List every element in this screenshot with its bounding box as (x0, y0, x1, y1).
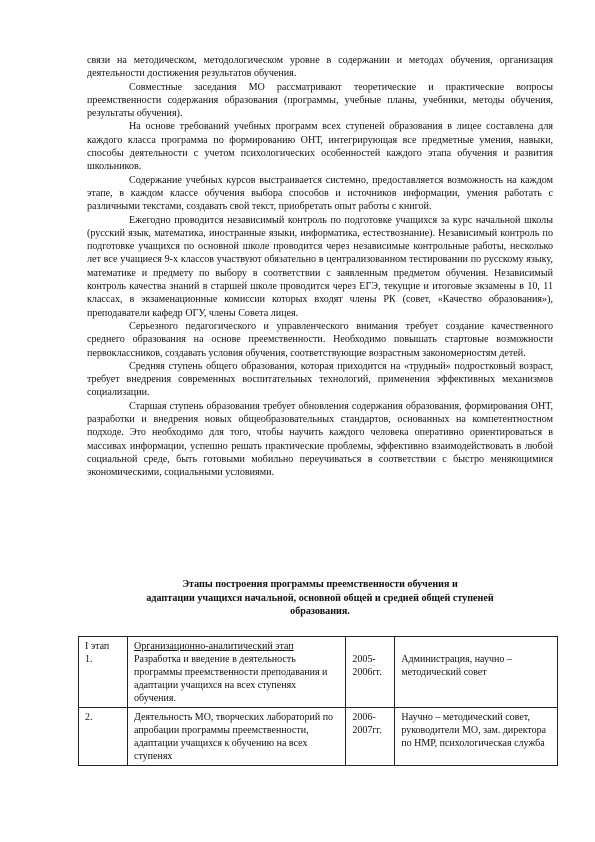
paragraph: Серьезного педагогического и управленческого внимания требует создание качественного среднего образования на основе преемственности. Необходимо повышать стартовые возможности первоклассников, создавать условия обучения, соответствующие возрастным закономерностям детей. (87, 320, 553, 359)
content-cell (128, 708, 346, 766)
period-cell (346, 637, 395, 708)
heading-line: адаптации учащихся начальной, основной общей и средней общей ступеней (146, 592, 494, 604)
content-cell (128, 637, 346, 708)
row-number: 2. (85, 712, 93, 723)
stages-table (78, 636, 558, 766)
stage-period: 2005-2006гг. (352, 654, 382, 678)
heading-line: образования. (290, 606, 350, 618)
paragraph: Средняя ступень общего образования, которая приходится на «трудный» подростковый возраст, требует внедрения современных воспитательных технологий, применения эффективных механизмов социализации. (87, 360, 553, 399)
stage-cell (79, 708, 128, 766)
section-heading (87, 578, 553, 619)
row-number: 1. (85, 654, 93, 665)
stage-period: 2006-2007гг. (352, 712, 382, 736)
body-text (87, 54, 553, 480)
responsible-cell (395, 708, 558, 766)
stage-content: Разработка и введение в деятельность программы преемственности преподавания и адаптации учащихся на всех ступенях обучения. (134, 654, 328, 704)
stage-responsible: Администрация, научно – методический совет (401, 654, 512, 678)
stage-cell (79, 637, 128, 708)
heading-line: Этапы построения программы преемственности обучения и (182, 579, 458, 590)
table-row (79, 637, 558, 708)
paragraph: Содержание учебных курсов выстраивается системно, предоставляется возможность на каждом этапе, в каждом классе обучения выбора способов и источников информации, умения работать с различными текстами, создавать свой текст, приобретать опыт работы с книгой. (87, 174, 553, 213)
responsible-cell (395, 637, 558, 708)
period-cell (346, 708, 395, 766)
paragraph: На основе требований учебных программ всех ступеней образования в лицее составлена для каждого класса программа по формированию ОНТ, интегрирующая все предметные умения, навыки, способы деятельности с учетом психологических особенностей каждого этапа обучения и развития школьников. (87, 121, 553, 173)
table-row (79, 708, 558, 766)
paragraph: связи на методическом, методологическом уровне в содержании и методах обучения, организация деятельности достижения результатов обучения. (87, 55, 553, 80)
stage-title: Организационно-аналитический этап (134, 641, 294, 652)
paragraph: Совместные заседания МО рассматривают теоретические и практические вопросы преемственности содержания образования (программы, учебные планы, учебники, методы обучения, результаты обучения). (87, 81, 553, 120)
paragraph: Старшая ступень образования требует обновления содержания образования, формирования ОНТ, разработки и внедрения новых общеобразовательных стандартов, основанных на компетентностном подходе. Это необходимо для того, чтобы научить каждого человека оперативно ориентироваться в массивах информации, успешно решать практические проблемы, эффективно взаимодействовать в любой социальной среде, быть готовыми мобильно переучиваться в соответствии с быстро меняющимися экономическими, социальными условиями. (87, 400, 553, 479)
stage-content: Деятельность МО, творческих лабораторий по апробации программы преемственности, адаптации учащихся к обучению на всех ступенях (134, 712, 334, 762)
stage-label: I этап (85, 641, 110, 652)
paragraph: Ежегодно проводится независимый контроль по подготовке учащихся за курс начальной школы (русский язык, математика, иностранные языки, информатика, естествознание). Независимый контроль по подготовке учащихся по основной школе проводится через независимые контрольные работы, несколько лет все учащиеся 9-х классов участвуют обязательно в централизованном тестировании по русскому языку, математике и предмету по выбору в соответствии с заявленным предметом обучения. Независимый контроль качества знаний в старшей школе проводится через ЕГЭ, текущие и итоговые экзамены в 10, 11 классах, в экзаменационные комиссии которых входят члены РК (совет, «Качество образования»), преподаватели кафедр ОГУ, члены Совета лицея. (87, 214, 553, 319)
stage-responsible: Научно – методический совет, руководители МО, зам. директора по НМР, психологическая служба (401, 712, 547, 749)
